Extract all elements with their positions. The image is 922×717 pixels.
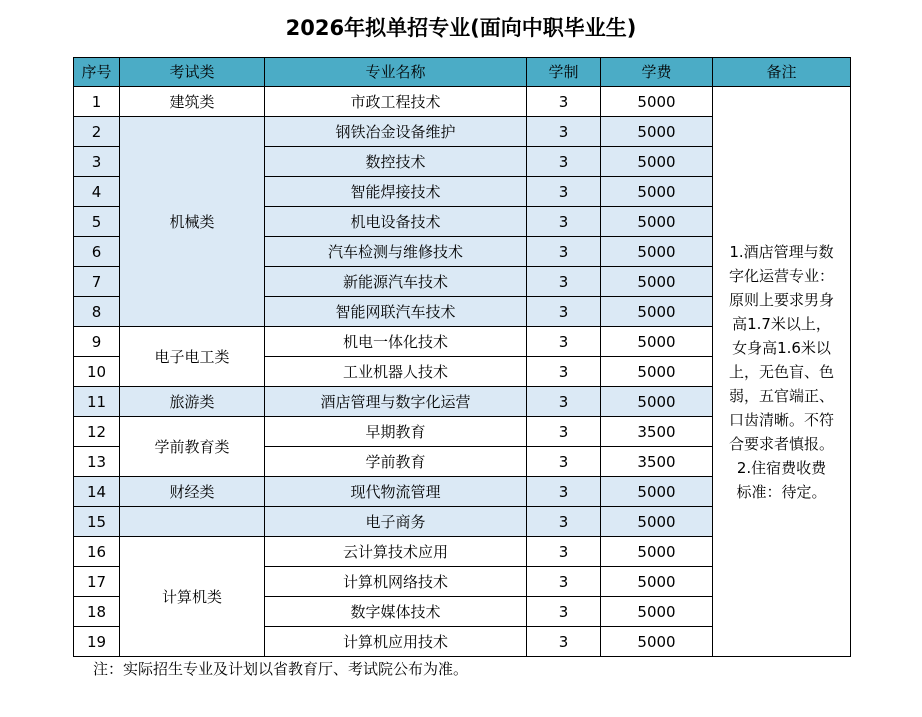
fee-cell: 5000 <box>601 267 713 297</box>
row-no: 19 <box>74 627 120 657</box>
fee-cell: 5000 <box>601 507 713 537</box>
fee-cell: 5000 <box>601 537 713 567</box>
years-cell: 3 <box>527 417 601 447</box>
remark-line: 上，无色盲、色 <box>728 362 834 381</box>
major-name: 新能源汽车技术 <box>265 267 527 297</box>
years-cell: 3 <box>527 357 601 387</box>
fee-cell: 5000 <box>601 387 713 417</box>
years-cell: 3 <box>527 237 601 267</box>
row-no: 11 <box>74 387 120 417</box>
category-cell: 建筑类 <box>120 87 265 117</box>
table-header-row <box>74 58 851 87</box>
major-name: 市政工程技术 <box>265 87 527 117</box>
row-no: 4 <box>74 177 120 207</box>
years-cell: 3 <box>527 327 601 357</box>
major-name: 酒店管理与数字化运营 <box>265 387 527 417</box>
fee-cell: 3500 <box>601 417 713 447</box>
major-name: 智能网联汽车技术 <box>265 297 527 327</box>
remark-line: 女身高1.6米以 <box>732 338 831 357</box>
major-name: 电子商务 <box>265 507 527 537</box>
major-name: 现代物流管理 <box>265 477 527 507</box>
major-name: 计算机应用技术 <box>265 627 527 657</box>
fee-cell: 5000 <box>601 297 713 327</box>
row-no: 9 <box>74 327 120 357</box>
years-cell: 3 <box>527 627 601 657</box>
footnote: 注：实际招生专业及计划以省教育厅、考试院公布为准。 <box>93 660 469 678</box>
fee-cell: 5000 <box>601 357 713 387</box>
remark-line: 2.住宿费收费 <box>736 458 827 477</box>
header-fee: 学费 <box>601 58 713 87</box>
category-cell: 计算机类 <box>120 537 265 657</box>
fee-cell: 5000 <box>601 477 713 507</box>
header-category: 考试类 <box>120 58 265 87</box>
years-cell: 3 <box>527 507 601 537</box>
page-title: 2026年拟单招专业(面向中职毕业生) <box>285 16 637 40</box>
fee-cell: 5000 <box>601 147 713 177</box>
category-cell: 财经类 <box>120 477 265 507</box>
major-name: 汽车检测与维修技术 <box>265 237 527 267</box>
fee-cell: 5000 <box>601 117 713 147</box>
category-cell-empty <box>120 507 265 537</box>
major-name: 云计算技术应用 <box>265 537 527 567</box>
major-name: 机电设备技术 <box>265 207 527 237</box>
remark-line: 高1.7米以上， <box>732 314 831 333</box>
major-name: 工业机器人技术 <box>265 357 527 387</box>
row-no: 18 <box>74 597 120 627</box>
years-cell: 3 <box>527 147 601 177</box>
years-cell: 3 <box>527 447 601 477</box>
row-no: 2 <box>74 117 120 147</box>
remark-line: 合要求者慎报。 <box>728 434 834 453</box>
years-cell: 3 <box>527 117 601 147</box>
major-name: 学前教育 <box>265 447 527 477</box>
row-no: 16 <box>74 537 120 567</box>
row-no: 5 <box>74 207 120 237</box>
table-row <box>74 87 851 117</box>
remark-line: 原则上要求男身 <box>728 290 834 309</box>
row-no: 7 <box>74 267 120 297</box>
category-cell: 电子电工类 <box>120 327 265 387</box>
row-no: 3 <box>74 147 120 177</box>
major-name: 计算机网络技术 <box>265 567 527 597</box>
remarks-cell <box>713 87 851 657</box>
fee-cell: 5000 <box>601 237 713 267</box>
row-no: 10 <box>74 357 120 387</box>
row-no: 15 <box>74 507 120 537</box>
major-name: 机电一体化技术 <box>265 327 527 357</box>
years-cell: 3 <box>527 267 601 297</box>
fee-cell: 5000 <box>601 567 713 597</box>
fee-cell: 5000 <box>601 177 713 207</box>
years-cell: 3 <box>527 597 601 627</box>
major-name: 数字媒体技术 <box>265 597 527 627</box>
category-cell: 旅游类 <box>120 387 265 417</box>
fee-cell: 3500 <box>601 447 713 477</box>
row-no: 6 <box>74 237 120 267</box>
fee-cell: 5000 <box>601 597 713 627</box>
majors-table <box>73 57 851 657</box>
years-cell: 3 <box>527 537 601 567</box>
row-no: 8 <box>74 297 120 327</box>
header-years: 学制 <box>527 58 601 87</box>
years-cell: 3 <box>527 567 601 597</box>
major-name: 数控技术 <box>265 147 527 177</box>
row-no: 13 <box>74 447 120 477</box>
remark-line: 1.酒店管理与数 <box>729 242 834 261</box>
header-major: 专业名称 <box>265 58 527 87</box>
row-no: 1 <box>74 87 120 117</box>
years-cell: 3 <box>527 87 601 117</box>
row-no: 14 <box>74 477 120 507</box>
remark-line: 口齿清晰。不符 <box>728 410 834 429</box>
remark-line: 标准：待定。 <box>736 482 827 501</box>
years-cell: 3 <box>527 477 601 507</box>
header-no: 序号 <box>74 58 120 87</box>
category-cell: 机械类 <box>120 117 265 327</box>
row-no: 17 <box>74 567 120 597</box>
category-cell: 学前教育类 <box>120 417 265 477</box>
remark-line: 弱，五官端正、 <box>728 386 834 405</box>
remark-line: 字化运营专业： <box>728 266 834 285</box>
header-remarks: 备注 <box>713 58 851 87</box>
years-cell: 3 <box>527 207 601 237</box>
major-name: 钢铁冶金设备维护 <box>265 117 527 147</box>
fee-cell: 5000 <box>601 207 713 237</box>
fee-cell: 5000 <box>601 627 713 657</box>
years-cell: 3 <box>527 177 601 207</box>
years-cell: 3 <box>527 297 601 327</box>
major-name: 智能焊接技术 <box>265 177 527 207</box>
major-name: 早期教育 <box>265 417 527 447</box>
fee-cell: 5000 <box>601 87 713 117</box>
fee-cell: 5000 <box>601 327 713 357</box>
years-cell: 3 <box>527 387 601 417</box>
row-no: 12 <box>74 417 120 447</box>
